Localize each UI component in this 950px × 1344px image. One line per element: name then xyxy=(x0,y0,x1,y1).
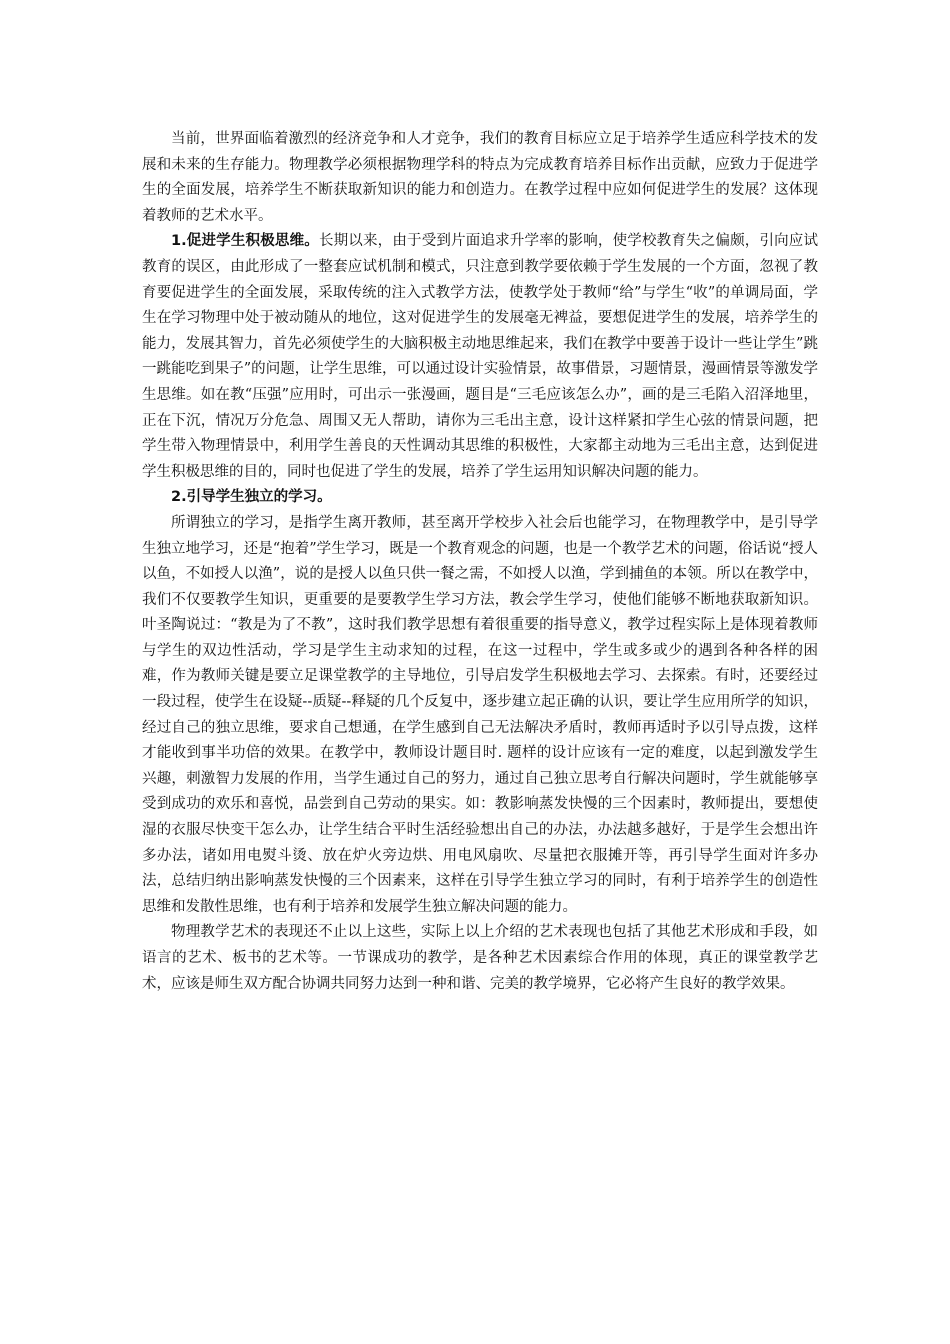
intro-paragraph: 当前，世界面临着激烈的经济竞争和人才竞争，我们的教育目标应立足于培养学生适应科学技术的发展和未来的生存能力。物理教学必须根据物理学科的特点为完成教育培养目标作出贡献，应致力于促进学生的全面发展，培养学生不断获取新知识的能力和创造力。在教学过程中应如何促进学生的发展？这体现着教师的艺术水平。 xyxy=(142,131,818,224)
section-2-body: 所谓独立的学习，是指学生离开教师，甚至离开学校步入社会后也能学习，在物理教学中，是引导学生独立地学习，还是“抱着”学生学习，既是一个教育观念的问题，也是一个教学艺术的问题，俗话说“授人以鱼，不如授人以渔”，说的是授人以鱼只供一餐之需，不如授人以渔，学到捕鱼的本领。所以在教学中，我们不仅要教学生知识，更重要的是要教学生学习方法，教会学生学习，使他们能够不断地获取新知识。叶圣陶说过：“教是为了不教”，这时我们教学思想有着很重要的指导意义，教学过程实际上是体现着教师与学生的双边性活动，学习是学生主动求知的过程，在这一过程中，学生或多或少的遇到各种各样的困难，作为教师关键是要立足课堂教学的主导地位，引导启发学生积极地去学习、去探索。有时，还要经过一段过程，使学生在设疑--质疑--释疑的几个反复中，逐步建立起正确的认识，要让学生应用所学的知识，经过自己的独立思维，要求自己想通，在学生感到自己无法解决矛盾时，教师再适时予以引导点拨，这样才能收到事半功倍的效果。在教学中，教师设计题目时. 题样的设计应该有一定的难度，以起到激发学生兴趣，刺激智力发展的作用，当学生通过自己的努力，通过自己独立思考自行解决问题时，学生就能够享受到成功的欢乐和喜悦，品尝到自己劳动的果实。如：教影响蒸发快慢的三个因素时，教师提出，要想使湿的衣服尽快变干怎么办，让学生结合平时生活经验想出自己的办法，办法越多越好，于是学生会想出许多办法，诸如用电熨斗烫、放在炉火旁边烘、用电风扇吹、尽量把衣服摊开等，再引导学生面对许多办法，总结归纳出影响蒸发快慢的三个因素来，这样在引导学生独立学习的同时，有利于培养学生的创造性思维和发散性思维，也有利于培养和发展学生独立解决问题的能力。 xyxy=(142,514,818,915)
conclusion-paragraph: 物理教学艺术的表现还不止以上这些，实际上以上介绍的艺术表现也包括了其他艺术形成和手段，如语言的艺术、板书的艺术等。一节课成功的教学，是各种艺术因素综合作用的体现，真正的课堂教学艺术，应该是师生双方配合协调共同努力达到一种和谐、完美的教学境界，它必将产生良好的教学效果。 xyxy=(142,924,818,992)
section-1-paragraph xyxy=(142,229,818,485)
section-1-heading: 1.促进学生积极思维。 xyxy=(171,233,319,250)
section-2-heading: 2.引导学生独立的学习。 xyxy=(171,489,332,506)
document-page xyxy=(142,127,818,997)
section-1-body: 长期以来，由于受到片面追求升学率的影响，使学校教育失之偏颇，引向应试教育的误区，由此形成了一整套应试机制和模式，只注意到教学要依赖于学生发展的一个方面，忽视了教育要促进学生的全面发展，采取传统的注入式教学方法，使教学处于教师“给”与学生“收”的单调局面，学生在学习物理中处于被动随从的地位，这对促进学生的发展毫无裨益，要想促进学生的发展，培养学生的能力，发展其智力，首先必须使学生的大脑积极主动地思维起来，我们在教学中要善于设计一些让学生”跳一跳能吃到果子”的问题，让学生思维，可以通过设计实验情景，故事借景，习题情景，漫画情景等激发学生思维。如在教“压强”应用时，可出示一张漫画，题目是“三毛应该怎么办”，画的是三毛陷入沼泽地里，正在下沉，情况万分危急、周围又无人帮助，请你为三毛出主意，设计这样紧扣学生心弦的情景问题，把学生带入物理情景中，利用学生善良的天性调动其思维的积极性，大家都主动地为三毛出主意，达到促进学生积极思维的目的，同时也促进了学生的发展，培养了学生运用知识解决问题的能力。 xyxy=(142,233,818,480)
